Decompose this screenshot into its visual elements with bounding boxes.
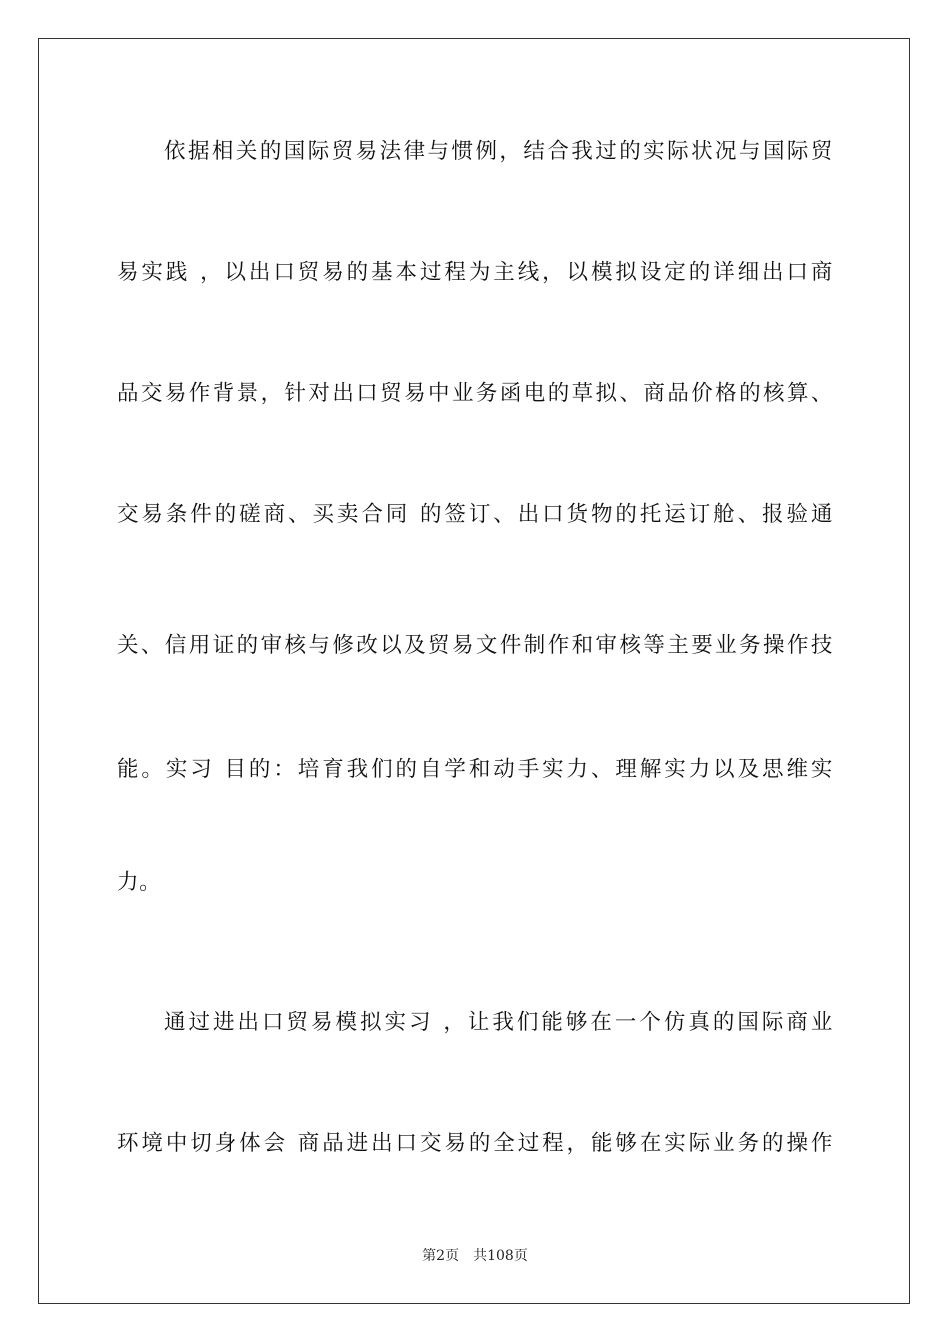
paragraph-1-line-7: 力。: [117, 870, 162, 895]
paragraph-1-line-6: 能。实习 目的：培育我们的自学和动手实力、理解实力以及思维实: [117, 757, 833, 782]
paragraph-1-line-2: 易实践 ，以出口贸易的基本过程为主线，以模拟设定的详细出口商: [117, 260, 833, 285]
page-number: 第2页: [422, 1248, 460, 1264]
paragraph-1-line-5: 关、信用证的审核与修改以及贸易文件制作和审核等主要业务操作技: [117, 633, 833, 658]
paragraph-2-line-1: 通过进出口贸易模拟实习 ，让我们能够在一个仿真的国际商业: [164, 1010, 833, 1035]
page-footer: [0, 1247, 950, 1265]
paragraph-1-line-1: 依据相关的国际贸易法律与惯例，结合我过的实际状况与国际贸: [164, 139, 833, 164]
paragraph-1-line-3: 品交易作背景，针对出口贸易中业务函电的草拟、商品价格的核算、: [117, 381, 833, 406]
page-total: 共108页: [473, 1248, 528, 1264]
paragraph-2-line-2: 环境中切身体会 商品进出口交易的全过程，能够在实际业务的操作: [117, 1131, 833, 1156]
page-border: [38, 38, 910, 1304]
paragraph-1-line-4: 交易条件的磋商、买卖合同 的签订、出口货物的托运订舱、报验通: [117, 502, 833, 527]
